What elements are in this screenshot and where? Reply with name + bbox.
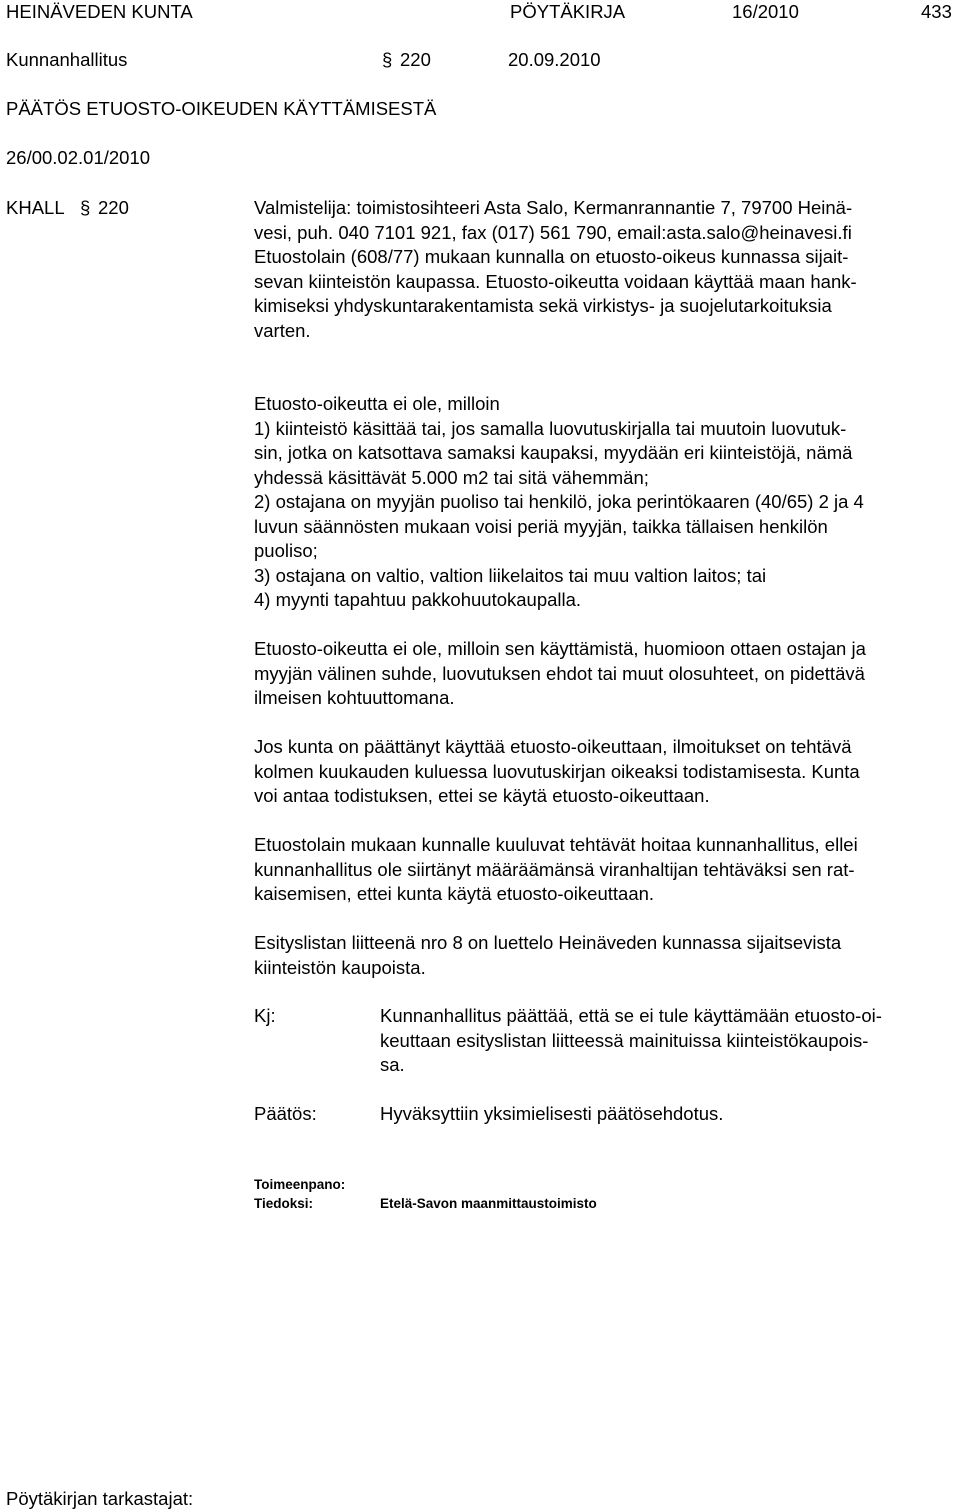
text-line: Kunnanhallitus päättää, että se ei tule käyttämään etuosto-oi- <box>380 1005 882 1026</box>
text-line: luvun säännösten mukaan voisi periä myyjän, taikka tällaisen henkilön <box>254 515 828 537</box>
text-line: Etuostolain (608/77) mukaan kunnalla on etuosto-oikeus kunnassa sijait- <box>254 246 849 267</box>
text-line: Jos kunta on päättänyt käyttää etuosto-oikeuttaan, ilmoitukset on tehtävä <box>254 736 852 757</box>
text-line: kiinteistön kaupoista. <box>254 956 426 978</box>
proposal-label: Kj: <box>254 1005 276 1026</box>
issue-number: 16/2010 <box>732 1 799 22</box>
text-line: kaisemisen, ettei kunta käytä etuosto-oikeuttaan. <box>254 883 655 904</box>
meeting-date: 20.09.2010 <box>508 49 601 70</box>
text-line: ilmeisen kohtuuttomana. <box>254 687 455 708</box>
text-line: sin, jotka on katsottava samaksi kaupaksi, myydään eri kiinteistöjä, nämä <box>254 442 853 463</box>
text-line: keuttaan esityslistan liitteessä mainituissa kiinteistökaupois- <box>380 1029 869 1051</box>
municipality-name: HEINÄVEDEN KUNTA <box>6 1 193 22</box>
text-line: Etuosto-oikeutta ei ole, milloin <box>254 393 500 414</box>
text-line: 3) ostajana on valtio, valtion liikelaitos tai muu valtion laitos; tai <box>254 564 767 586</box>
section-number: 220 <box>400 49 431 70</box>
page-number: 433 <box>921 1 952 22</box>
meeting-body: Kunnanhallitus <box>6 49 128 70</box>
text-line: kunnanhallitus ole siirtänyt määräämänsä viranhaltijan tehtäväksi sen rat- <box>254 858 855 880</box>
preparer-info <box>254 196 959 245</box>
text-line: myyjän välinen suhde, luovutuksen ehdot tai muut olosuhteet, on pidettävä <box>254 662 865 684</box>
text-line: sa. <box>380 1054 405 1075</box>
section-symbol: § <box>382 49 393 70</box>
paragraph <box>254 637 959 711</box>
text-line: 1) kiinteistö käsittää tai, jos samalla luovutuskirjalla tai muutoin luovutuk- <box>254 417 847 439</box>
document-type: PÖYTÄKIRJA <box>510 1 626 22</box>
implementation-label: Toimeenpano: <box>254 1177 346 1192</box>
ref-section-number: 220 <box>98 197 129 218</box>
text-line: kolmen kuukauden kuluessa luovutuskirjan oikeaksi todistamisesta. Kunta <box>254 760 860 782</box>
text-line: sevan kiinteistön kaupassa. Etuosto-oikeutta voidaan käyttää maan hank- <box>254 270 857 292</box>
text-line: kimiseksi yhdyskuntarakentamista sekä virkistys- ja suojelutarkoituksia <box>254 295 832 316</box>
text-line: puoliso; <box>254 540 318 561</box>
text-line: Etuostolain mukaan kunnalle kuuluvat tehtävät hoitaa kunnanhallitus, ellei <box>254 834 858 855</box>
text-line: 4) myynti tapahtuu pakkohuutokaupalla. <box>254 589 582 610</box>
text-line: Esityslistan liitteenä nro 8 on luettelo Heinäveden kunnassa sijaitsevista <box>254 932 842 953</box>
preparer-line: Valmistelija: toimistosihteeri Asta Salo, Kermanrannantie 7, 79700 Heinä- <box>254 197 853 218</box>
paragraph <box>254 392 959 613</box>
text-line: yhdessä käsittävät 5.000 m2 tai sitä vähemmän; <box>254 466 649 488</box>
paragraph <box>254 245 959 343</box>
text-line: voi antaa todistuksen, ettei se käytä etuosto-oikeuttaan. <box>254 785 710 806</box>
page-title: PÄÄTÖS ETUOSTO-OIKEUDEN KÄYTTÄMISESTÄ <box>6 98 437 119</box>
reviewers-label: Pöytäkirjan tarkastajat: <box>6 1488 194 1509</box>
decision-text: Hyväksyttiin yksimielisesti päätösehdotus. <box>380 1103 724 1124</box>
ref-section-symbol: § <box>80 197 91 218</box>
proposal-text <box>380 1004 958 1078</box>
paragraph <box>254 833 959 907</box>
ref-body: KHALL <box>6 197 65 218</box>
info-label: Tiedoksi: <box>254 1196 314 1211</box>
paragraph <box>254 931 959 980</box>
text-line: Etuosto-oikeutta ei ole, milloin sen käyttämistä, huomioon ottaen ostajan ja <box>254 638 866 659</box>
preparer-line: vesi, puh. 040 7101 921, fax (017) 561 790, email:asta.salo@heinavesi.fi <box>254 221 852 243</box>
paragraph <box>254 735 959 809</box>
text-line: 2) ostajana on myyjän puoliso tai henkilö, joka perintökaaren (40/65) 2 ja 4 <box>254 491 864 512</box>
decision-label: Päätös: <box>254 1103 317 1124</box>
case-number: 26/00.02.01/2010 <box>6 147 151 168</box>
text-line: varten. <box>254 319 311 341</box>
info-recipient: Etelä-Savon maanmittaustoimisto <box>380 1196 597 1211</box>
